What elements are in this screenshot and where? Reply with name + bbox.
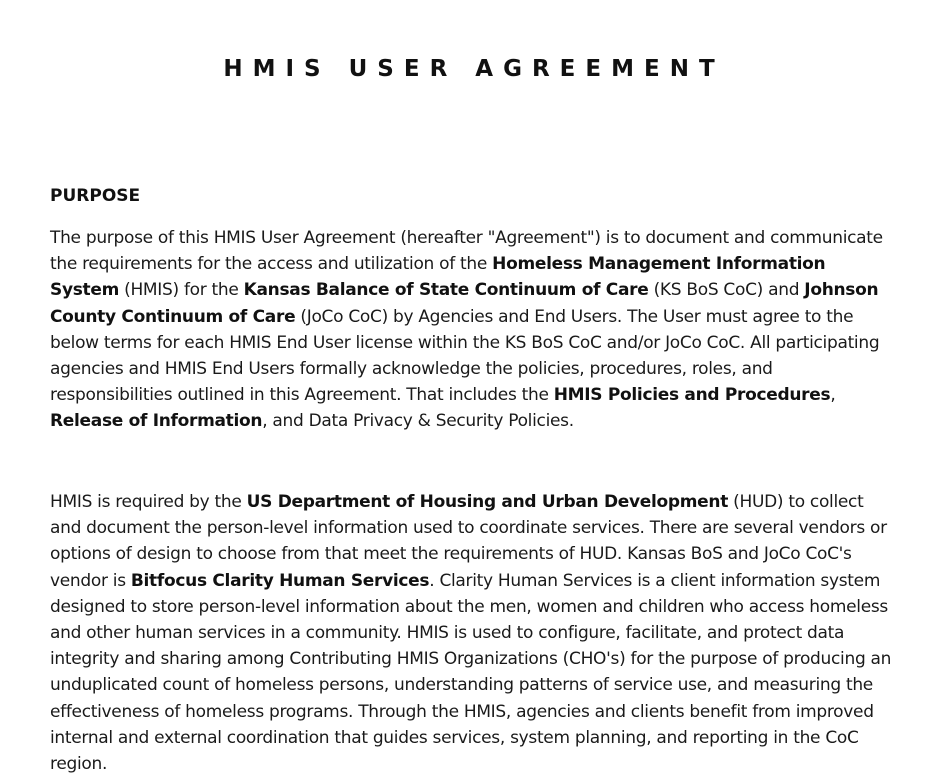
bold-term-release-of-information: Release of Information bbox=[50, 411, 263, 432]
hmis-description-paragraph bbox=[50, 489, 898, 777]
bold-term-policies-procedures: HMIS Policies and Procedures bbox=[553, 385, 831, 406]
bold-term-hud: US Department of Housing and Urban Development bbox=[246, 492, 729, 512]
paragraph-text: . Clarity Human Services is a client information system designed to store person-level information about the men, women and children who access homeless and other human services in a community. HMIS is used to configure, facilitate, and protect data integrity and sharing among Contributing HMIS Organizations (CHO's) for the purpose of producing an unduplicated count of homeless persons, understanding patterns of service use, and measuring the effectiveness of homeless programs. Through the HMIS, agencies and clients benefit from improved internal and external coordination that guides services, system planning, and reporting in the CoC region. bbox=[50, 570, 892, 775]
paragraph-text: (KS BoS CoC) and bbox=[648, 280, 805, 301]
bold-term-ks-bos-coc: Kansas Balance of State Continuum of Care bbox=[243, 280, 649, 301]
section-heading-purpose: PURPOSE bbox=[50, 186, 141, 206]
paragraph-text: (HUD) to collect and document the person-level information used to coordinate services. There are several vendors or options of design to choose from that meet the requirements of HUD. Kansas BoS and JoCo CoC's vendor is bbox=[50, 492, 887, 591]
paragraph-text: (JoCo CoC) by Agencies and End Users. The User must agree to the below terms for each HMIS End User license within the KS BoS CoC and/or JoCo CoC. All participating agencies and HMIS End Users formally acknowledge the policies, procedures, roles, and responsibilities outlined in this Agreement. That includes the bbox=[50, 306, 880, 406]
paragraph-text: (HMIS) for the bbox=[119, 280, 244, 301]
bold-term-hmis-name: Homeless Management Information System bbox=[50, 254, 826, 301]
document-title: HMIS USER AGREEMENT bbox=[223, 56, 725, 82]
paragraph-text: The purpose of this HMIS User Agreement (hereafter "Agreement") is to document and communicate the requirements for the access and utilization of the bbox=[50, 228, 883, 275]
bold-term-bitfocus-clarity: Bitfocus Clarity Human Services bbox=[130, 570, 430, 591]
purpose-paragraph bbox=[50, 225, 898, 435]
paragraph-text: HMIS is required by the bbox=[50, 492, 247, 512]
bold-term-johnson-county-coc: Johnson County Continuum of Care bbox=[50, 280, 879, 327]
paragraph-text: , and Data Privacy & Security Policies. bbox=[262, 411, 574, 432]
paragraph-text: , bbox=[830, 385, 836, 406]
